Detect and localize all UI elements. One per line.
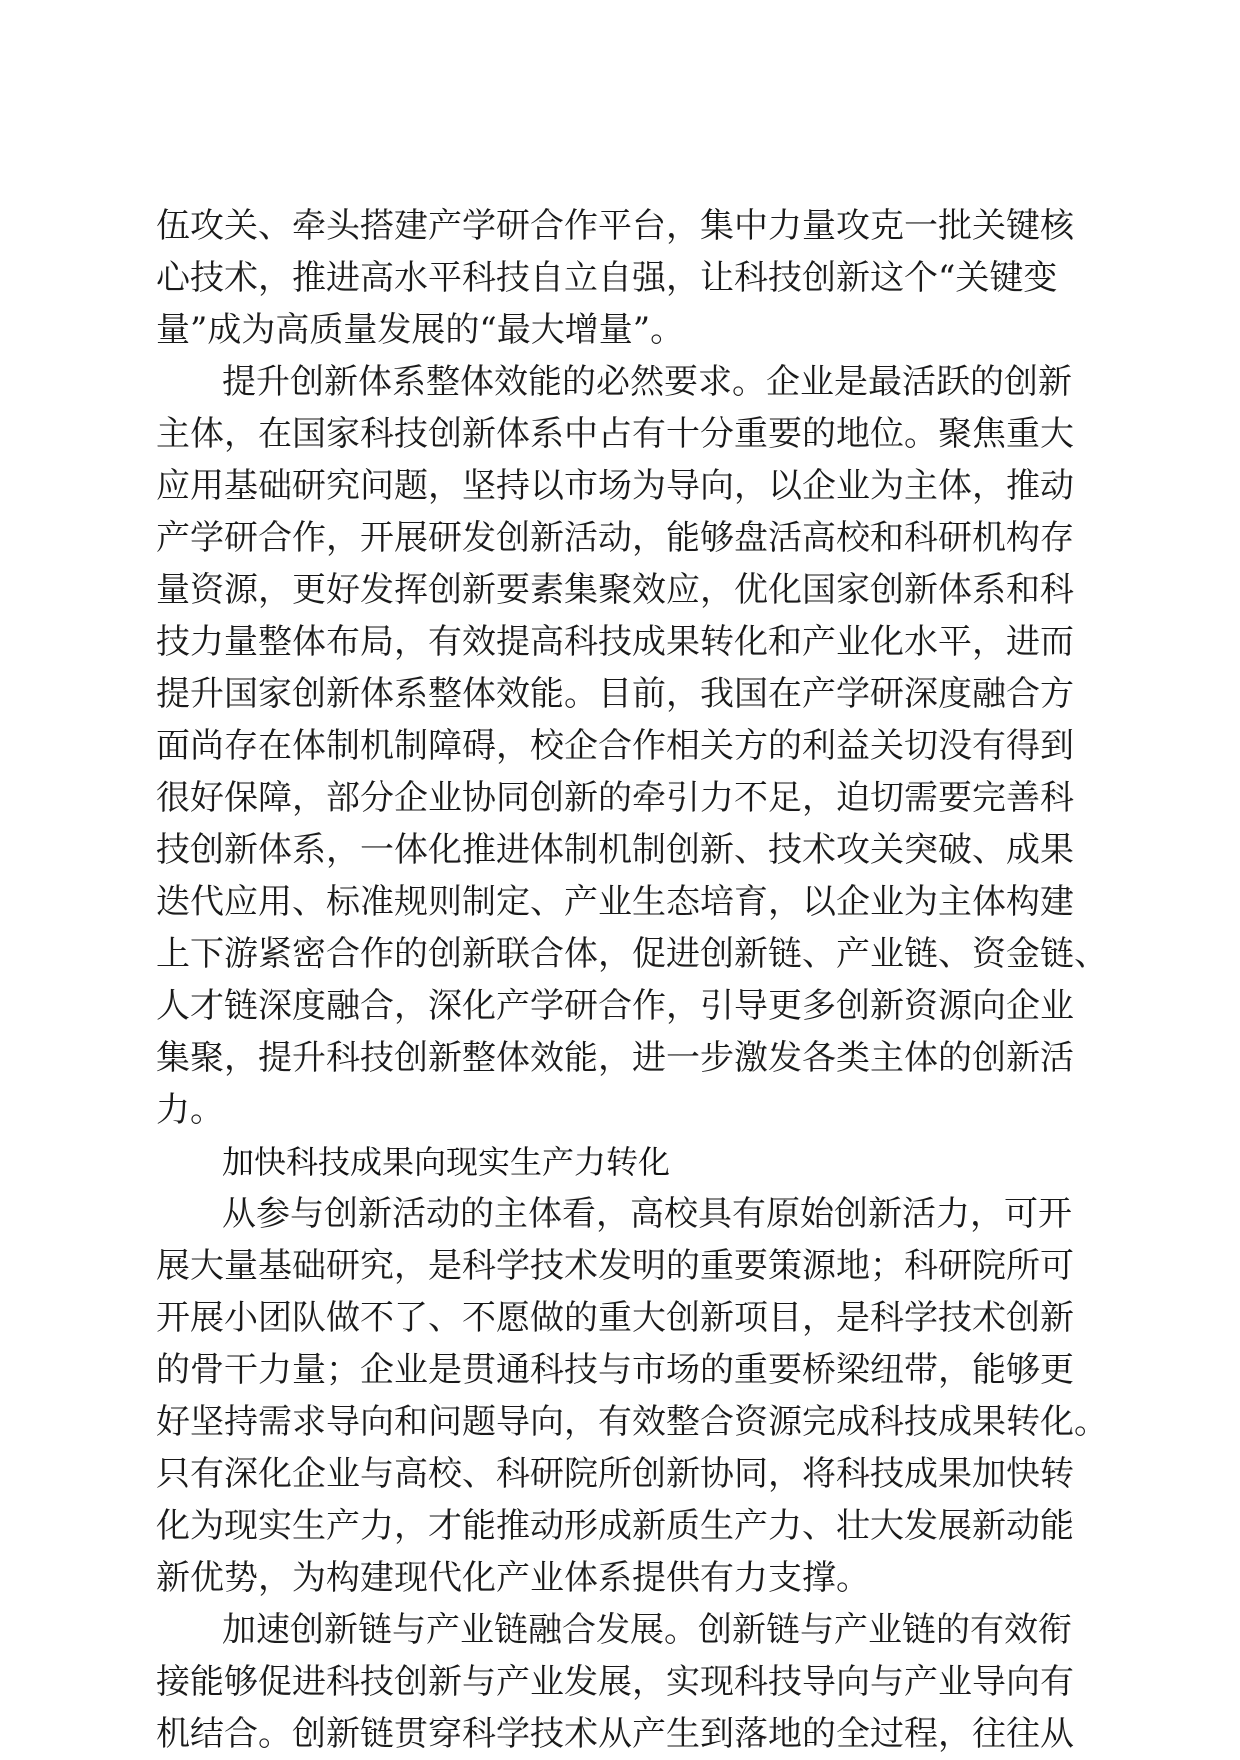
text-line: 上下游紧密合作的创新联合体，促进创新链、产业链、资金链、: [156, 934, 1108, 974]
text-line: 好坚持需求导向和问题导向，有效整合资源完成科技成果转化。: [156, 1402, 1108, 1442]
text-line: 伍攻关、牵头搭建产学研合作平台，集中力量攻克一批关键核: [156, 206, 1074, 246]
paragraph-first-line: 从参与创新活动的主体看，高校具有原始创新活力，可开: [222, 1194, 1072, 1234]
text-line: 只有深化企业与高校、科研院所创新协同，将科技成果加快转: [156, 1454, 1074, 1494]
text-line: 产学研合作，开展研发创新活动，能够盘活高校和科研机构存: [156, 518, 1074, 558]
text-line: 人才链深度融合，深化产学研合作，引导更多创新资源向企业: [156, 986, 1074, 1026]
text-line: 迭代应用、标准规则制定、产业生态培育，以企业为主体构建: [156, 882, 1074, 922]
text-line: 力。: [156, 1090, 224, 1130]
paragraph-first-line: 提升创新体系整体效能的必然要求。企业是最活跃的创新: [222, 362, 1072, 402]
text-line: 心技术，推进高水平科技自立自强，让科技创新这个“关键变: [156, 258, 1058, 298]
text-line: 开展小团队做不了、不愿做的重大创新项目，是科学技术创新: [156, 1298, 1074, 1338]
text-line: 量”成为高质量发展的“最大增量”。: [156, 310, 685, 350]
text-line: 提升国家创新体系整体效能。目前，我国在产学研深度融合方: [156, 674, 1074, 714]
text-line: 技创新体系，一体化推进体制机制创新、技术攻关突破、成果: [156, 830, 1074, 870]
text-line: 面尚存在体制机制障碍，校企合作相关方的利益关切没有得到: [156, 726, 1074, 766]
text-line: 主体，在国家科技创新体系中占有十分重要的地位。聚焦重大: [156, 414, 1074, 454]
text-line: 化为现实生产力，才能推动形成新质生产力、壮大发展新动能: [156, 1506, 1074, 1546]
paragraph-first-line: 加速创新链与产业链融合发展。创新链与产业链的有效衔: [222, 1610, 1072, 1650]
text-line: 应用基础研究问题，坚持以市场为导向，以企业为主体，推动: [156, 466, 1074, 506]
text-line: 展大量基础研究，是科学技术发明的重要策源地；科研院所可: [156, 1246, 1074, 1286]
text-line: 技力量整体布局，有效提高科技成果转化和产业化水平，进而: [156, 622, 1074, 662]
text-line: 很好保障，部分企业协同创新的牵引力不足，迫切需要完善科: [156, 778, 1074, 818]
text-line: 新优势，为构建现代化产业体系提供有力支撑。: [156, 1558, 870, 1598]
text-line: 接能够促进科技创新与产业发展，实现科技导向与产业导向有: [156, 1662, 1074, 1702]
text-line: 的骨干力量；企业是贯通科技与市场的重要桥梁纽带，能够更: [156, 1350, 1074, 1390]
text-line: 量资源，更好发挥创新要素集聚效应，优化国家创新体系和科: [156, 570, 1074, 610]
text-line: 机结合。创新链贯穿科学技术从产生到落地的全过程，往往从: [156, 1714, 1074, 1754]
text-line: 集聚，提升科技创新整体效能，进一步激发各类主体的创新活: [156, 1038, 1074, 1078]
section-heading: 加快科技成果向现实生产力转化: [222, 1143, 671, 1181]
